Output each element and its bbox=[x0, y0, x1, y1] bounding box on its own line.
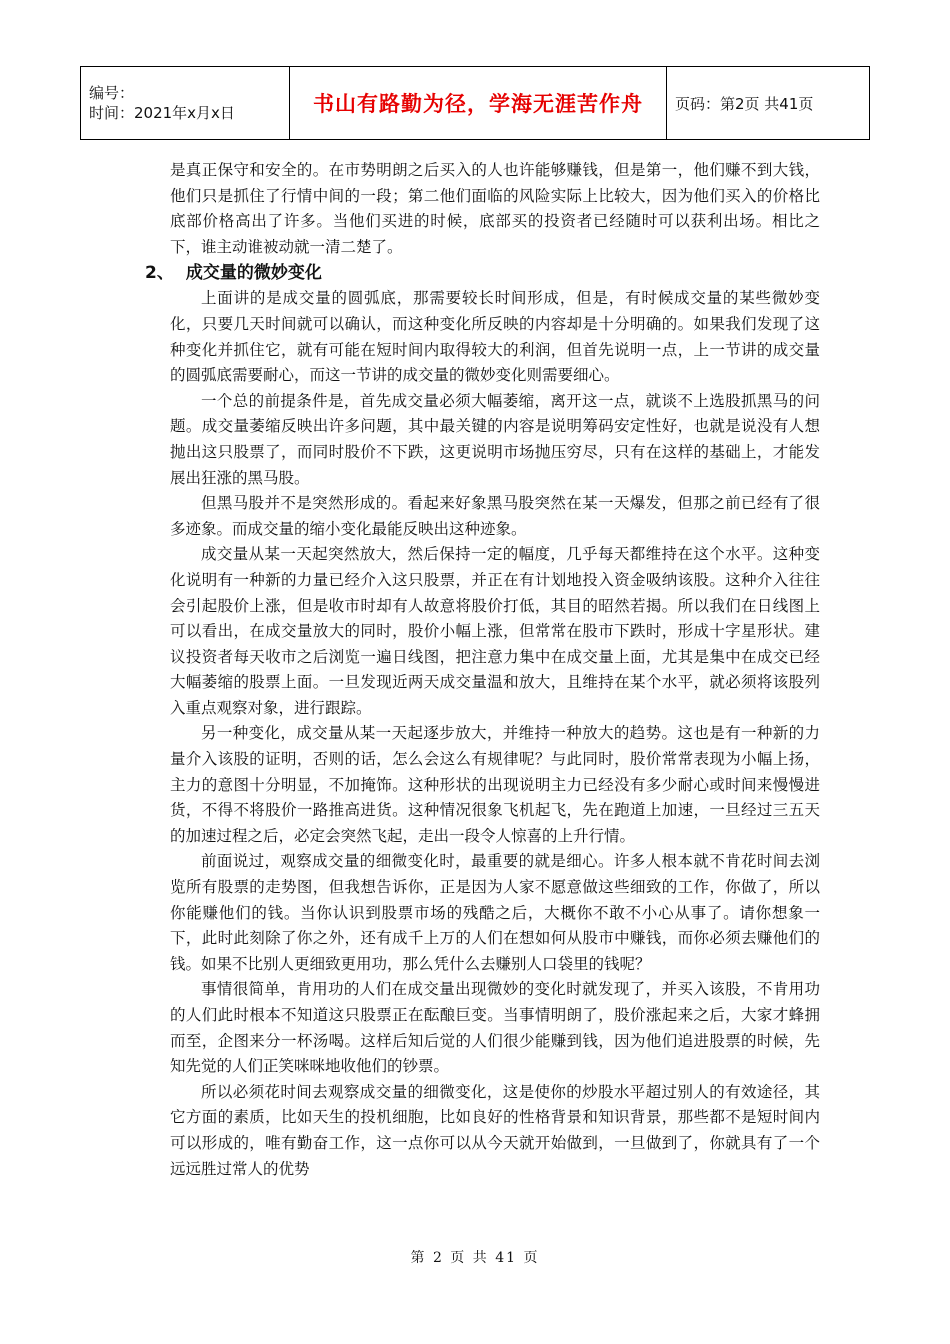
document-header bbox=[80, 66, 870, 140]
body-paragraph: 上面讲的是成交量的圆弧底，那需要较长时间形成，但是，有时候成交量的某些微妙变化，只要几天时间就可以确认，而这种变化所反映的内容却是十分明确的。如果我们发现了这种变化并抓住它，就有可能在短时间内取得较大的利润，但首先说明一点，上一节讲的成交量的圆弧底需要耐心，而这一节讲的成交量的微妙变化则需要细心。 bbox=[170, 289, 820, 385]
body-paragraph: 所以必须花时间去观察成交量的细微变化，这是使你的炒股水平超过别人的有效途径，其它方面的素质，比如天生的投机细胞，比如良好的性格背景和知识背景，那些都不是短时间内可以形成的，唯有勤奋工作，这一点你可以从今天就开始做到，一旦做到了，你就具有了一个远远胜过常人的优势 bbox=[170, 1082, 820, 1178]
document-body bbox=[145, 158, 820, 1182]
date-label: 时间：2021年x月x日 bbox=[89, 104, 235, 122]
section-title: 成交量的微妙变化 bbox=[185, 263, 322, 284]
page-info-cell bbox=[667, 67, 870, 140]
body-paragraph: 前面说过，观察成交量的细微变化时，最重要的就是细心。许多人根本就不肯花时间去浏览所有股票的走势图，但我想告诉你，正是因为人家不愿意做这些细致的工作，你做了，所以你能赚他们的钱。当你认识到股票市场的残酷之后，大概你不敢不小心从事了。请你想象一下，此时此刻除了你之外，还有成千上万的人们在想如何从股市中赚钱，而你必须去赚他们的钱。如果不比别人更细致更用功，那么凭什么去赚别人口袋里的钱呢？ bbox=[170, 852, 820, 973]
page-footer bbox=[0, 1247, 950, 1267]
body-paragraph: 但黑马股并不是突然形成的。看起来好象黑马股突然在某一天爆发，但那之前已经有了很多迹象。而成交量的缩小变化最能反映出这种迹象。 bbox=[170, 494, 820, 538]
motto-text: 书山有路勤为径，学海无涯苦作舟 bbox=[313, 92, 643, 116]
body-paragraph: 一个总的前提条件是，首先成交量必须大幅萎缩，离开这一点，就谈不上选股抓黑马的问题。成交量萎缩反映出许多问题，其中最关键的内容是说明筹码安定性好，也就是说没有人想抛出这只股票了，而同时股价不下跌，这更说明市场抛压穷尽，只有在这样的基础上，才能发展出狂涨的黑马股。 bbox=[170, 391, 820, 487]
body-paragraph: 另一种变化，成交量从某一天起逐步放大，并维持一种放大的趋势。这也是有一种新的力量介入该股的证明，否则的话，怎么会这么有规律呢？与此同时，股价常常表现为小幅上扬，主力的意图十分明显，不加掩饰。这种形状的出现说明主力已经没有多少耐心或时间来慢慢进货，不得不将股价一路推高进货。这种情况很象飞机起飞，先在跑道上加速，一旦经过三五天的加速过程之后，必定会突然飞起，走出一段令人惊喜的上升行情。 bbox=[170, 724, 820, 845]
section-number: 2、 bbox=[145, 263, 174, 284]
page-label: 页码：第2页 共41页 bbox=[675, 94, 814, 113]
section-heading bbox=[145, 260, 795, 286]
body-paragraph: 成交量从某一天起突然放大，然后保持一定的幅度，几乎每天都维持在这个水平。这种变化说明有一种新的力量已经介入这只股票，并正在有计划地投入资金吸纳该股。这种介入往往会引起股价上涨，但是收市时却有人故意将股价打低，其目的昭然若揭。所以我们在日线图上可以看出，在成交量放大的同时，股价小幅上涨，但常常在股市下跌时，形成十字星形状。建议投资者每天收市之后浏览一遍日线图，把注意力集中在成交量上面，尤其是集中在成交已经大幅萎缩的股票上面。一旦发现近两天成交量温和放大，且维持在某个水平，就必须将该股列入重点观察对象，进行跟踪。 bbox=[170, 545, 820, 717]
intro-paragraph: 是真正保守和安全的。在市势明朗之后买入的人也许能够赚钱，但是第一，他们赚不到大钱，他们只是抓住了行情中间的一段；第二他们面临的风险实际上比较大，因为他们买入的价格比底部价格高出了许多。当他们买进的时候，底部买的投资者已经随时可以获利出场。相比之下，谁主动谁被动就一清二楚了。 bbox=[170, 161, 820, 256]
number-label: 编号： bbox=[89, 84, 135, 102]
footer-page-number: 第 2 页 共 41 页 bbox=[410, 1250, 540, 1266]
motto-cell bbox=[290, 67, 667, 140]
header-meta-cell bbox=[81, 67, 290, 140]
body-paragraph: 事情很简单，肯用功的人们在成交量出现微妙的变化时就发现了，并买入该股，不肯用功的人们此时根本不知道这只股票正在酝酿巨变。当事情明朗了，股价涨起来之后，大家才蜂拥而至，企图来分一杯汤喝。这样后知后觉的人们很少能赚到钱，因为他们追进股票的时候，先知先觉的人们正笑咪咪地收他们的钞票。 bbox=[170, 980, 820, 1076]
